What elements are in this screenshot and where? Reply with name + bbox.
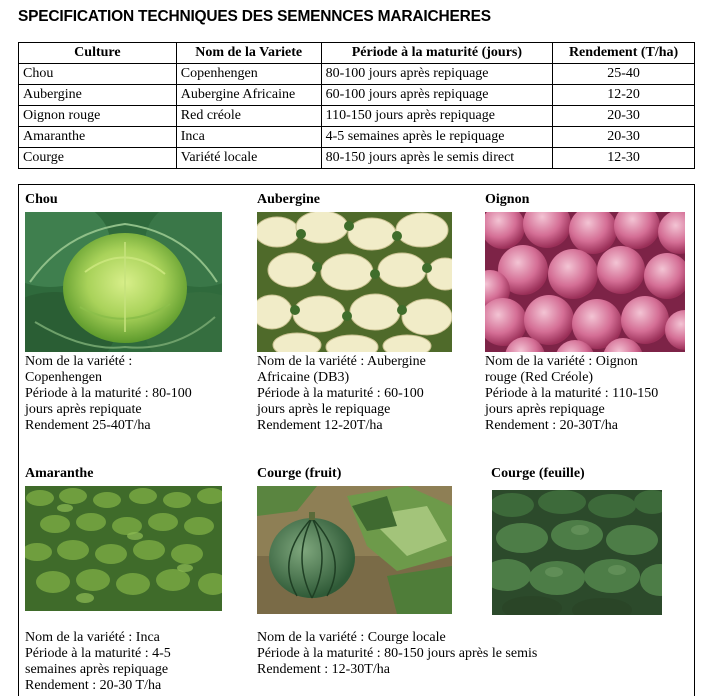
red-onion-photo	[485, 212, 685, 352]
variety-line: Nom de la variété : Courge locale	[257, 630, 446, 645]
table-row	[19, 148, 695, 169]
cell-variete: Variété locale	[176, 148, 321, 169]
column-header-variete: Nom de la Variete	[176, 43, 321, 64]
cell-variete: Copenhengen	[176, 64, 321, 85]
cell-maturite: 60-100 jours après repiquage	[321, 85, 553, 106]
variety-line: Copenhengen	[25, 370, 102, 385]
cell-maturite: 80-150 jours après le semis direct	[321, 148, 553, 169]
yield-line: Rendement 25-40T/ha	[25, 418, 151, 433]
specification-table	[18, 42, 695, 169]
cell-maturite: 110-150 jours après repiquage	[321, 106, 553, 127]
maturity-line: jours après repiquage	[485, 402, 605, 417]
cell-culture: Aubergine	[19, 85, 177, 106]
column-header-maturite: Période à la maturité (jours)	[321, 43, 553, 64]
table-row	[19, 64, 695, 85]
cell-rendement: 20-30	[553, 106, 695, 127]
column-header-culture: Culture	[19, 43, 177, 64]
card-title: Courge (feuille)	[491, 466, 585, 481]
card-title: Aubergine	[257, 192, 320, 207]
cell-culture: Oignon rouge	[19, 106, 177, 127]
table-header-row	[19, 43, 695, 64]
amaranth-field-photo	[25, 486, 222, 611]
variety-line: Africaine (DB3)	[257, 370, 350, 385]
cell-variete: Inca	[176, 127, 321, 148]
card-title: Courge (fruit)	[257, 466, 342, 481]
cell-variete: Red créole	[176, 106, 321, 127]
cell-rendement: 12-20	[553, 85, 695, 106]
card-description	[25, 354, 192, 434]
maturity-line: jours après repiquate	[25, 402, 142, 417]
variety-line: Nom de la variété :	[25, 354, 133, 369]
maturity-line: Période à la maturité : 4-5	[25, 646, 171, 661]
cell-culture: Courge	[19, 148, 177, 169]
cell-variete: Aubergine Africaine	[176, 85, 321, 106]
table-row	[19, 106, 695, 127]
column-header-rendement: Rendement (T/ha)	[553, 43, 695, 64]
cell-maturite: 4-5 semaines après le repiquage	[321, 127, 553, 148]
maturity-line: semaines après repiquage	[25, 662, 169, 677]
page-title: SPECIFICATION TECHNIQUES DES SEMENNCES MARAICHERES	[18, 8, 491, 25]
cabbage-photo	[25, 212, 222, 352]
maturity-line: Période à la maturité : 110-150	[485, 386, 659, 401]
card-description	[485, 354, 658, 434]
card-description	[257, 630, 537, 678]
cell-culture: Chou	[19, 64, 177, 85]
card-title: Chou	[25, 192, 58, 207]
pumpkin-leaf-photo	[492, 490, 662, 615]
maturity-line: jours après le repiquage	[257, 402, 391, 417]
yield-line: Rendement 12-20T/ha	[257, 418, 383, 433]
maturity-line: Période à la maturité : 80-150 jours après le semis	[257, 646, 538, 661]
cell-maturite: 80-100 jours après repiquage	[321, 64, 553, 85]
card-description	[257, 354, 426, 434]
variety-line: rouge (Red Créole)	[485, 370, 594, 385]
yield-line: Rendement : 20-30T/ha	[485, 418, 618, 433]
card-title: Oignon	[485, 192, 530, 207]
yield-line: Rendement : 20-30 T/ha	[25, 678, 162, 693]
table-row	[19, 127, 695, 148]
cell-rendement: 20-30	[553, 127, 695, 148]
crop-gallery	[18, 184, 695, 696]
cell-culture: Amaranthe	[19, 127, 177, 148]
variety-line: Nom de la variété : Aubergine	[257, 354, 426, 369]
pumpkin-fruit-photo	[257, 486, 452, 614]
cell-rendement: 12-30	[553, 148, 695, 169]
maturity-line: Période à la maturité : 60-100	[257, 386, 424, 401]
variety-line: Nom de la variété : Inca	[25, 630, 160, 645]
card-description	[25, 630, 171, 694]
yield-line: Rendement : 12-30T/ha	[257, 662, 390, 677]
maturity-line: Période à la maturité : 80-100	[25, 386, 192, 401]
white-eggplant-photo	[257, 212, 452, 352]
card-title: Amaranthe	[25, 466, 94, 481]
variety-line: Nom de la variété : Oignon	[485, 354, 638, 369]
cell-rendement: 25-40	[553, 64, 695, 85]
table-row	[19, 85, 695, 106]
